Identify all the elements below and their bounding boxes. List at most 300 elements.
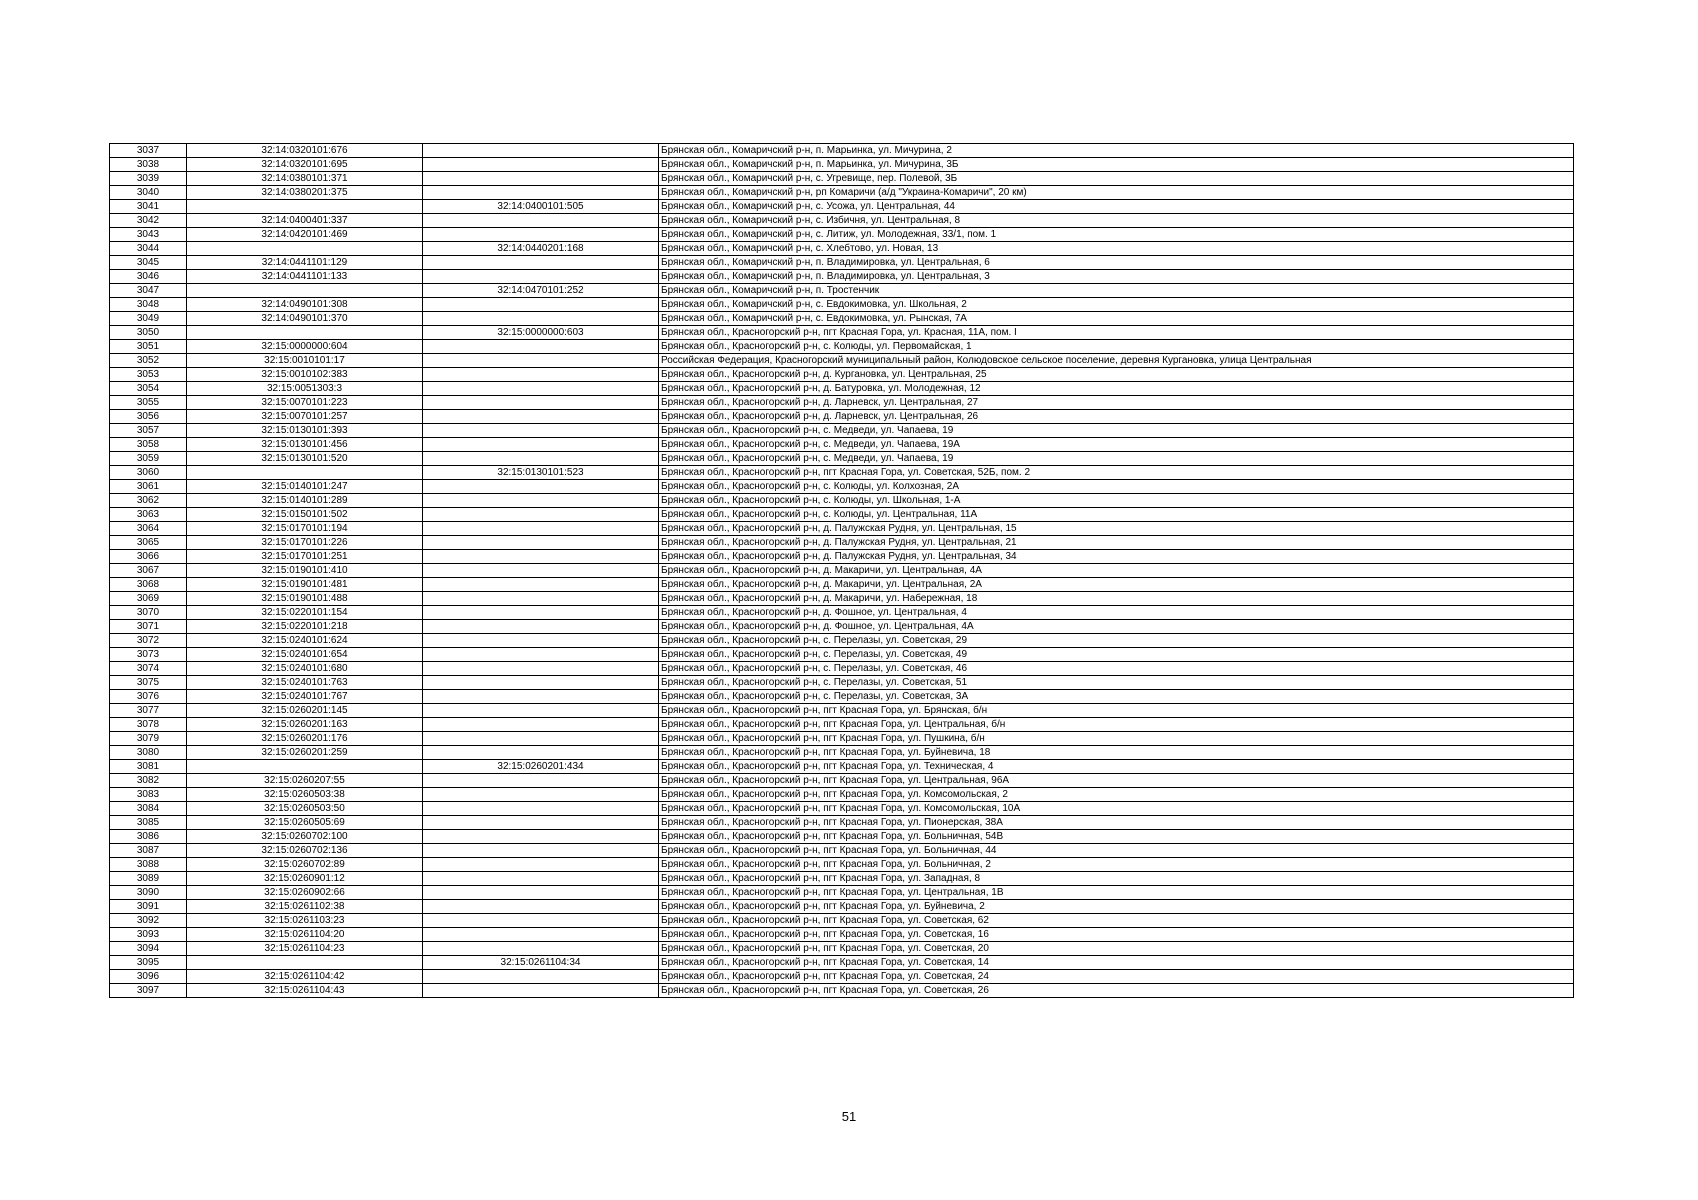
address-cell: Брянская обл., Комаричский р-н, с. Избичня, ул. Центральная, 8 xyxy=(659,214,1574,228)
cadastral-number-alt-cell xyxy=(423,788,659,802)
table-row xyxy=(110,158,1574,172)
row-number-cell: 3093 xyxy=(110,928,187,942)
address-cell: Брянская обл., Красногорский р-н, с. Перелазы, ул. Советская, 3А xyxy=(659,690,1574,704)
address-cell: Брянская обл., Красногорский р-н, д. Ларневск, ул. Центральная, 27 xyxy=(659,396,1574,410)
cadastral-number-cell: 32:15:0261103:23 xyxy=(187,914,423,928)
row-number-cell: 3085 xyxy=(110,816,187,830)
page-number: 51 xyxy=(841,1109,857,1124)
table-row xyxy=(110,452,1574,466)
cadastral-number-alt-cell xyxy=(423,186,659,200)
row-number-cell: 3067 xyxy=(110,564,187,578)
row-number-cell: 3046 xyxy=(110,270,187,284)
cadastral-number-alt-cell xyxy=(423,438,659,452)
address-cell: Брянская обл., Красногорский р-н, пгт Красная Гора, ул. Советская, 20 xyxy=(659,942,1574,956)
row-number-cell: 3063 xyxy=(110,508,187,522)
address-cell: Российская Федерация, Красногорский муниципальный район, Колюдовское сельское поселение, деревня Кургановка, улица Центральная xyxy=(659,354,1574,368)
address-cell: Брянская обл., Красногорский р-н, д. Фошное, ул. Центральная, 4А xyxy=(659,620,1574,634)
cadastral-number-alt-cell: 32:15:0260201:434 xyxy=(423,760,659,774)
address-cell: Брянская обл., Красногорский р-н, с. Перелазы, ул. Советская, 49 xyxy=(659,648,1574,662)
cadastral-number-alt-cell xyxy=(423,214,659,228)
row-number-cell: 3068 xyxy=(110,578,187,592)
cadastral-number-alt-cell xyxy=(423,508,659,522)
address-cell: Брянская обл., Красногорский р-н, пгт Красная Гора, ул. Советская, 14 xyxy=(659,956,1574,970)
address-cell: Брянская обл., Красногорский р-н, пгт Красная Гора, ул. Комсомольская, 2 xyxy=(659,788,1574,802)
table-row xyxy=(110,410,1574,424)
cadastral-number-alt-cell xyxy=(423,424,659,438)
table-row xyxy=(110,480,1574,494)
row-number-cell: 3049 xyxy=(110,312,187,326)
registry-table xyxy=(109,143,1574,998)
table-row xyxy=(110,284,1574,298)
cadastral-number-cell xyxy=(187,466,423,480)
row-number-cell: 3040 xyxy=(110,186,187,200)
cadastral-number-cell: 32:15:0000000:604 xyxy=(187,340,423,354)
cadastral-number-cell: 32:14:0441101:133 xyxy=(187,270,423,284)
table-row xyxy=(110,718,1574,732)
cadastral-number-cell: 32:15:0240101:680 xyxy=(187,662,423,676)
cadastral-number-alt-cell xyxy=(423,480,659,494)
cadastral-number-cell: 32:14:0441101:129 xyxy=(187,256,423,270)
cadastral-number-cell: 32:15:0190101:488 xyxy=(187,592,423,606)
cadastral-number-alt-cell xyxy=(423,396,659,410)
row-number-cell: 3070 xyxy=(110,606,187,620)
table-row xyxy=(110,606,1574,620)
cadastral-number-alt-cell xyxy=(423,606,659,620)
cadastral-number-alt-cell: 32:14:0470101:252 xyxy=(423,284,659,298)
cadastral-number-alt-cell xyxy=(423,928,659,942)
cadastral-number-cell: 32:14:0380201:375 xyxy=(187,186,423,200)
address-cell: Брянская обл., Красногорский р-н, пгт Красная Гора, ул. Пушкина, б/н xyxy=(659,732,1574,746)
cadastral-number-cell: 32:15:0220101:154 xyxy=(187,606,423,620)
cadastral-number-cell: 32:14:0490101:308 xyxy=(187,298,423,312)
row-number-cell: 3037 xyxy=(110,144,187,158)
table-row xyxy=(110,956,1574,970)
address-cell: Брянская обл., Комаричский р-н, рп Комаричи (а/д "Украина-Комаричи", 20 км) xyxy=(659,186,1574,200)
cadastral-number-cell: 32:15:0260702:89 xyxy=(187,858,423,872)
cadastral-number-cell xyxy=(187,760,423,774)
table-row xyxy=(110,648,1574,662)
cadastral-number-cell: 32:15:0261104:23 xyxy=(187,942,423,956)
cadastral-number-cell: 32:15:0260901:12 xyxy=(187,872,423,886)
address-cell: Брянская обл., Комаричский р-н, с. Литиж, ул. Молодежная, 33/1, пом. 1 xyxy=(659,228,1574,242)
cadastral-number-cell: 32:15:0170101:251 xyxy=(187,550,423,564)
table-row xyxy=(110,886,1574,900)
address-cell: Брянская обл., Красногорский р-н, пгт Красная Гора, ул. Больничная, 44 xyxy=(659,844,1574,858)
cadastral-number-alt-cell xyxy=(423,746,659,760)
table-row xyxy=(110,872,1574,886)
row-number-cell: 3064 xyxy=(110,522,187,536)
row-number-cell: 3089 xyxy=(110,872,187,886)
cadastral-number-alt-cell xyxy=(423,452,659,466)
row-number-cell: 3043 xyxy=(110,228,187,242)
cadastral-number-alt-cell xyxy=(423,984,659,998)
cadastral-number-alt-cell xyxy=(423,914,659,928)
cadastral-number-cell: 32:15:0260503:38 xyxy=(187,788,423,802)
table-row xyxy=(110,578,1574,592)
cadastral-number-alt-cell xyxy=(423,634,659,648)
cadastral-number-cell: 32:15:0220101:218 xyxy=(187,620,423,634)
table-row xyxy=(110,256,1574,270)
cadastral-number-alt-cell xyxy=(423,578,659,592)
table-row xyxy=(110,522,1574,536)
address-cell: Брянская обл., Красногорский р-н, д. Палужская Рудня, ул. Центральная, 15 xyxy=(659,522,1574,536)
address-cell: Брянская обл., Красногорский р-н, пгт Красная Гора, ул. Центральная, б/н xyxy=(659,718,1574,732)
table-row xyxy=(110,228,1574,242)
table-row xyxy=(110,970,1574,984)
address-cell: Брянская обл., Красногорский р-н, пгт Красная Гора, ул. Буйневича, 18 xyxy=(659,746,1574,760)
cadastral-number-cell: 32:14:0490101:370 xyxy=(187,312,423,326)
address-cell: Брянская обл., Красногорский р-н, д. Палужская Рудня, ул. Центральная, 21 xyxy=(659,536,1574,550)
address-cell: Брянская обл., Красногорский р-н, с. Перелазы, ул. Советская, 29 xyxy=(659,634,1574,648)
table-row xyxy=(110,942,1574,956)
table-row xyxy=(110,690,1574,704)
cadastral-number-cell: 32:15:0260201:145 xyxy=(187,704,423,718)
address-cell: Брянская обл., Красногорский р-н, пгт Красная Гора, ул. Красная, 11А, пом. I xyxy=(659,326,1574,340)
row-number-cell: 3051 xyxy=(110,340,187,354)
cadastral-number-cell: 32:15:0240101:654 xyxy=(187,648,423,662)
table-row xyxy=(110,424,1574,438)
table-row xyxy=(110,382,1574,396)
cadastral-number-cell: 32:15:0150101:502 xyxy=(187,508,423,522)
table-row xyxy=(110,494,1574,508)
row-number-cell: 3077 xyxy=(110,704,187,718)
cadastral-number-cell xyxy=(187,956,423,970)
row-number-cell: 3073 xyxy=(110,648,187,662)
table-row xyxy=(110,914,1574,928)
cadastral-number-cell: 32:14:0320101:676 xyxy=(187,144,423,158)
row-number-cell: 3066 xyxy=(110,550,187,564)
row-number-cell: 3065 xyxy=(110,536,187,550)
row-number-cell: 3095 xyxy=(110,956,187,970)
address-cell: Брянская обл., Красногорский р-н, д. Макаричи, ул. Центральная, 4А xyxy=(659,564,1574,578)
cadastral-number-alt-cell xyxy=(423,858,659,872)
row-number-cell: 3094 xyxy=(110,942,187,956)
table-row xyxy=(110,200,1574,214)
table-row xyxy=(110,354,1574,368)
cadastral-number-cell: 32:14:0320101:695 xyxy=(187,158,423,172)
address-cell: Брянская обл., Красногорский р-н, д. Кургановка, ул. Центральная, 25 xyxy=(659,368,1574,382)
address-cell: Брянская обл., Красногорский р-н, пгт Красная Гора, ул. Комсомольская, 10А xyxy=(659,802,1574,816)
row-number-cell: 3082 xyxy=(110,774,187,788)
cadastral-number-cell: 32:15:0010102:383 xyxy=(187,368,423,382)
cadastral-number-cell: 32:15:0170101:194 xyxy=(187,522,423,536)
address-cell: Брянская обл., Красногорский р-н, пгт Красная Гора, ул. Центральная, 96А xyxy=(659,774,1574,788)
cadastral-number-alt-cell xyxy=(423,718,659,732)
cadastral-number-alt-cell: 32:14:0440201:168 xyxy=(423,242,659,256)
cadastral-number-alt-cell xyxy=(423,816,659,830)
cadastral-number-cell: 32:15:0261104:20 xyxy=(187,928,423,942)
address-cell: Брянская обл., Красногорский р-н, с. Медведи, ул. Чапаева, 19 xyxy=(659,424,1574,438)
table-row xyxy=(110,368,1574,382)
address-cell: Брянская обл., Красногорский р-н, пгт Красная Гора, ул. Советская, 26 xyxy=(659,984,1574,998)
address-cell: Брянская обл., Красногорский р-н, пгт Красная Гора, ул. Советская, 16 xyxy=(659,928,1574,942)
row-number-cell: 3096 xyxy=(110,970,187,984)
row-number-cell: 3079 xyxy=(110,732,187,746)
cadastral-number-alt-cell xyxy=(423,256,659,270)
cadastral-number-cell: 32:15:0140101:247 xyxy=(187,480,423,494)
address-cell: Брянская обл., Комаричский р-н, п. Марьинка, ул. Мичурина, 3Б xyxy=(659,158,1574,172)
address-cell: Брянская обл., Красногорский р-н, д. Фошное, ул. Центральная, 4 xyxy=(659,606,1574,620)
row-number-cell: 3071 xyxy=(110,620,187,634)
table-row xyxy=(110,802,1574,816)
cadastral-number-alt-cell xyxy=(423,690,659,704)
cadastral-number-cell xyxy=(187,284,423,298)
cadastral-number-cell: 32:15:0051303:3 xyxy=(187,382,423,396)
row-number-cell: 3042 xyxy=(110,214,187,228)
address-cell: Брянская обл., Красногорский р-н, с. Перелазы, ул. Советская, 51 xyxy=(659,676,1574,690)
table-row xyxy=(110,550,1574,564)
address-cell: Брянская обл., Красногорский р-н, пгт Красная Гора, ул. Советская, 24 xyxy=(659,970,1574,984)
table-row xyxy=(110,298,1574,312)
cadastral-number-alt-cell xyxy=(423,942,659,956)
table-row xyxy=(110,312,1574,326)
table-row xyxy=(110,774,1574,788)
cadastral-number-alt-cell: 32:14:0400101:505 xyxy=(423,200,659,214)
address-cell: Брянская обл., Красногорский р-н, пгт Красная Гора, ул. Брянская, б/н xyxy=(659,704,1574,718)
table-row xyxy=(110,928,1574,942)
cadastral-number-alt-cell xyxy=(423,340,659,354)
row-number-cell: 3080 xyxy=(110,746,187,760)
cadastral-number-alt-cell xyxy=(423,410,659,424)
table-row xyxy=(110,536,1574,550)
address-cell: Брянская обл., Красногорский р-н, д. Макаричи, ул. Набережная, 18 xyxy=(659,592,1574,606)
table-row xyxy=(110,564,1574,578)
table-row xyxy=(110,676,1574,690)
cadastral-number-alt-cell xyxy=(423,676,659,690)
cadastral-number-alt-cell xyxy=(423,872,659,886)
cadastral-number-alt-cell: 32:15:0130101:523 xyxy=(423,466,659,480)
address-cell: Брянская обл., Красногорский р-н, пгт Красная Гора, ул. Советская, 52Б, пом. 2 xyxy=(659,466,1574,480)
row-number-cell: 3050 xyxy=(110,326,187,340)
cadastral-number-cell: 32:15:0260201:176 xyxy=(187,732,423,746)
row-number-cell: 3091 xyxy=(110,900,187,914)
row-number-cell: 3054 xyxy=(110,382,187,396)
address-cell: Брянская обл., Комаричский р-н, п. Тростенчик xyxy=(659,284,1574,298)
row-number-cell: 3047 xyxy=(110,284,187,298)
cadastral-number-alt-cell xyxy=(423,354,659,368)
table-row xyxy=(110,186,1574,200)
cadastral-number-cell: 32:15:0190101:410 xyxy=(187,564,423,578)
cadastral-number-cell xyxy=(187,326,423,340)
address-cell: Брянская обл., Красногорский р-н, д. Батуровка, ул. Молодежная, 12 xyxy=(659,382,1574,396)
row-number-cell: 3055 xyxy=(110,396,187,410)
cadastral-number-cell: 32:15:0170101:226 xyxy=(187,536,423,550)
cadastral-number-cell: 32:15:0261102:38 xyxy=(187,900,423,914)
cadastral-number-alt-cell xyxy=(423,270,659,284)
row-number-cell: 3083 xyxy=(110,788,187,802)
table-row xyxy=(110,900,1574,914)
table-row xyxy=(110,620,1574,634)
cadastral-number-alt-cell xyxy=(423,844,659,858)
table-row xyxy=(110,396,1574,410)
row-number-cell: 3052 xyxy=(110,354,187,368)
cadastral-number-alt-cell xyxy=(423,970,659,984)
cadastral-number-cell: 32:15:0260201:259 xyxy=(187,746,423,760)
cadastral-number-alt-cell xyxy=(423,522,659,536)
table-row xyxy=(110,214,1574,228)
table-row xyxy=(110,340,1574,354)
cadastral-number-cell: 32:15:0260503:50 xyxy=(187,802,423,816)
table-row xyxy=(110,144,1574,158)
address-cell: Брянская обл., Красногорский р-н, пгт Красная Гора, ул. Советская, 62 xyxy=(659,914,1574,928)
address-cell: Брянская обл., Красногорский р-н, с. Медведи, ул. Чапаева, 19 xyxy=(659,452,1574,466)
cadastral-number-cell: 32:15:0260207:55 xyxy=(187,774,423,788)
cadastral-number-alt-cell xyxy=(423,550,659,564)
table-row xyxy=(110,662,1574,676)
cadastral-number-alt-cell xyxy=(423,886,659,900)
address-cell: Брянская обл., Красногорский р-н, с. Колюды, ул. Школьная, 1-А xyxy=(659,494,1574,508)
cadastral-number-alt-cell xyxy=(423,144,659,158)
table-row xyxy=(110,858,1574,872)
table-row xyxy=(110,816,1574,830)
row-number-cell: 3092 xyxy=(110,914,187,928)
row-number-cell: 3072 xyxy=(110,634,187,648)
address-cell: Брянская обл., Красногорский р-н, д. Палужская Рудня, ул. Центральная, 34 xyxy=(659,550,1574,564)
address-cell: Брянская обл., Красногорский р-н, пгт Красная Гора, ул. Центральная, 1В xyxy=(659,886,1574,900)
cadastral-number-cell: 32:14:0400401:337 xyxy=(187,214,423,228)
cadastral-number-cell: 32:14:0420101:469 xyxy=(187,228,423,242)
row-number-cell: 3056 xyxy=(110,410,187,424)
cadastral-number-cell: 32:15:0260505:69 xyxy=(187,816,423,830)
address-cell: Брянская обл., Красногорский р-н, пгт Красная Гора, ул. Западная, 8 xyxy=(659,872,1574,886)
cadastral-number-alt-cell xyxy=(423,564,659,578)
row-number-cell: 3057 xyxy=(110,424,187,438)
address-cell: Брянская обл., Красногорский р-н, пгт Красная Гора, ул. Пионерская, 38А xyxy=(659,816,1574,830)
row-number-cell: 3078 xyxy=(110,718,187,732)
cadastral-number-alt-cell xyxy=(423,172,659,186)
cadastral-number-cell: 32:15:0070101:257 xyxy=(187,410,423,424)
cadastral-number-alt-cell xyxy=(423,648,659,662)
row-number-cell: 3069 xyxy=(110,592,187,606)
cadastral-number-alt-cell xyxy=(423,494,659,508)
row-number-cell: 3059 xyxy=(110,452,187,466)
address-cell: Брянская обл., Комаричский р-н, с. Усожа, ул. Центральная, 44 xyxy=(659,200,1574,214)
address-cell: Брянская обл., Комаричский р-н, с. Евдокимовка, ул. Рынская, 7А xyxy=(659,312,1574,326)
table-row xyxy=(110,830,1574,844)
address-cell: Брянская обл., Красногорский р-н, с. Медведи, ул. Чапаева, 19А xyxy=(659,438,1574,452)
row-number-cell: 3061 xyxy=(110,480,187,494)
cadastral-number-alt-cell xyxy=(423,228,659,242)
cadastral-number-cell: 32:15:0260201:163 xyxy=(187,718,423,732)
cadastral-number-alt-cell xyxy=(423,158,659,172)
cadastral-number-alt-cell xyxy=(423,830,659,844)
table-row xyxy=(110,788,1574,802)
row-number-cell: 3048 xyxy=(110,298,187,312)
table-row xyxy=(110,326,1574,340)
cadastral-number-alt-cell xyxy=(423,802,659,816)
address-cell: Брянская обл., Комаричский р-н, п. Марьинка, ул. Мичурина, 2 xyxy=(659,144,1574,158)
cadastral-number-alt-cell xyxy=(423,774,659,788)
table-row xyxy=(110,732,1574,746)
row-number-cell: 3086 xyxy=(110,830,187,844)
row-number-cell: 3075 xyxy=(110,676,187,690)
cadastral-number-alt-cell: 32:15:0000000:603 xyxy=(423,326,659,340)
table-row xyxy=(110,984,1574,998)
table-row xyxy=(110,844,1574,858)
cadastral-number-cell: 32:15:0240101:624 xyxy=(187,634,423,648)
cadastral-number-alt-cell xyxy=(423,298,659,312)
cadastral-number-cell: 32:15:0140101:289 xyxy=(187,494,423,508)
cadastral-number-cell: 32:15:0130101:456 xyxy=(187,438,423,452)
row-number-cell: 3038 xyxy=(110,158,187,172)
cadastral-number-alt-cell: 32:15:0261104:34 xyxy=(423,956,659,970)
cadastral-number-cell: 32:15:0260702:100 xyxy=(187,830,423,844)
address-cell: Брянская обл., Красногорский р-н, пгт Красная Гора, ул. Больничная, 54В xyxy=(659,830,1574,844)
row-number-cell: 3062 xyxy=(110,494,187,508)
table-row xyxy=(110,704,1574,718)
row-number-cell: 3045 xyxy=(110,256,187,270)
row-number-cell: 3074 xyxy=(110,662,187,676)
address-cell: Брянская обл., Комаричский р-н, с. Угревище, пер. Полевой, 3Б xyxy=(659,172,1574,186)
table-row xyxy=(110,242,1574,256)
table-row xyxy=(110,172,1574,186)
table-row xyxy=(110,270,1574,284)
row-number-cell: 3041 xyxy=(110,200,187,214)
row-number-cell: 3039 xyxy=(110,172,187,186)
table-row xyxy=(110,508,1574,522)
address-cell: Брянская обл., Красногорский р-н, с. Колюды, ул. Первомайская, 1 xyxy=(659,340,1574,354)
address-cell: Брянская обл., Комаричский р-н, с. Евдокимовка, ул. Школьная, 2 xyxy=(659,298,1574,312)
address-cell: Брянская обл., Красногорский р-н, пгт Красная Гора, ул. Больничная, 2 xyxy=(659,858,1574,872)
table-row xyxy=(110,746,1574,760)
row-number-cell: 3053 xyxy=(110,368,187,382)
cadastral-number-cell xyxy=(187,200,423,214)
cadastral-number-alt-cell xyxy=(423,704,659,718)
address-cell: Брянская обл., Красногорский р-н, д. Ларневск, ул. Центральная, 26 xyxy=(659,410,1574,424)
address-cell: Брянская обл., Красногорский р-н, с. Колюды, ул. Центральная, 11А xyxy=(659,508,1574,522)
cadastral-number-cell: 32:15:0261104:42 xyxy=(187,970,423,984)
address-cell: Брянская обл., Комаричский р-н, п. Владимировка, ул. Центральная, 6 xyxy=(659,256,1574,270)
cadastral-number-cell: 32:15:0190101:481 xyxy=(187,578,423,592)
table-row xyxy=(110,634,1574,648)
address-cell: Брянская обл., Красногорский р-н, пгт Красная Гора, ул. Буйневича, 2 xyxy=(659,900,1574,914)
cadastral-number-alt-cell xyxy=(423,900,659,914)
cadastral-number-alt-cell xyxy=(423,312,659,326)
cadastral-number-alt-cell xyxy=(423,536,659,550)
address-cell: Брянская обл., Комаричский р-н, с. Хлебтово, ул. Новая, 13 xyxy=(659,242,1574,256)
cadastral-number-alt-cell xyxy=(423,732,659,746)
address-cell: Брянская обл., Красногорский р-н, с. Перелазы, ул. Советская, 46 xyxy=(659,662,1574,676)
row-number-cell: 3044 xyxy=(110,242,187,256)
address-cell: Брянская обл., Красногорский р-н, с. Колюды, ул. Колхозная, 2А xyxy=(659,480,1574,494)
cadastral-number-alt-cell xyxy=(423,368,659,382)
cadastral-number-cell xyxy=(187,242,423,256)
cadastral-number-cell: 32:15:0260902:66 xyxy=(187,886,423,900)
row-number-cell: 3058 xyxy=(110,438,187,452)
row-number-cell: 3060 xyxy=(110,466,187,480)
cadastral-number-cell: 32:15:0070101:223 xyxy=(187,396,423,410)
cadastral-number-cell: 32:15:0010101:17 xyxy=(187,354,423,368)
address-cell: Брянская обл., Комаричский р-н, п. Владимировка, ул. Центральная, 3 xyxy=(659,270,1574,284)
row-number-cell: 3088 xyxy=(110,858,187,872)
table-row xyxy=(110,592,1574,606)
address-cell: Брянская обл., Красногорский р-н, пгт Красная Гора, ул. Техническая, 4 xyxy=(659,760,1574,774)
cadastral-number-cell: 32:15:0261104:43 xyxy=(187,984,423,998)
table-row xyxy=(110,438,1574,452)
cadastral-number-cell: 32:15:0130101:520 xyxy=(187,452,423,466)
cadastral-number-alt-cell xyxy=(423,620,659,634)
cadastral-number-cell: 32:14:0380101:371 xyxy=(187,172,423,186)
row-number-cell: 3087 xyxy=(110,844,187,858)
row-number-cell: 3084 xyxy=(110,802,187,816)
cadastral-number-alt-cell xyxy=(423,592,659,606)
row-number-cell: 3090 xyxy=(110,886,187,900)
table-row xyxy=(110,760,1574,774)
cadastral-number-cell: 32:15:0240101:763 xyxy=(187,676,423,690)
cadastral-number-alt-cell xyxy=(423,662,659,676)
cadastral-number-alt-cell xyxy=(423,382,659,396)
cadastral-number-cell: 32:15:0260702:136 xyxy=(187,844,423,858)
